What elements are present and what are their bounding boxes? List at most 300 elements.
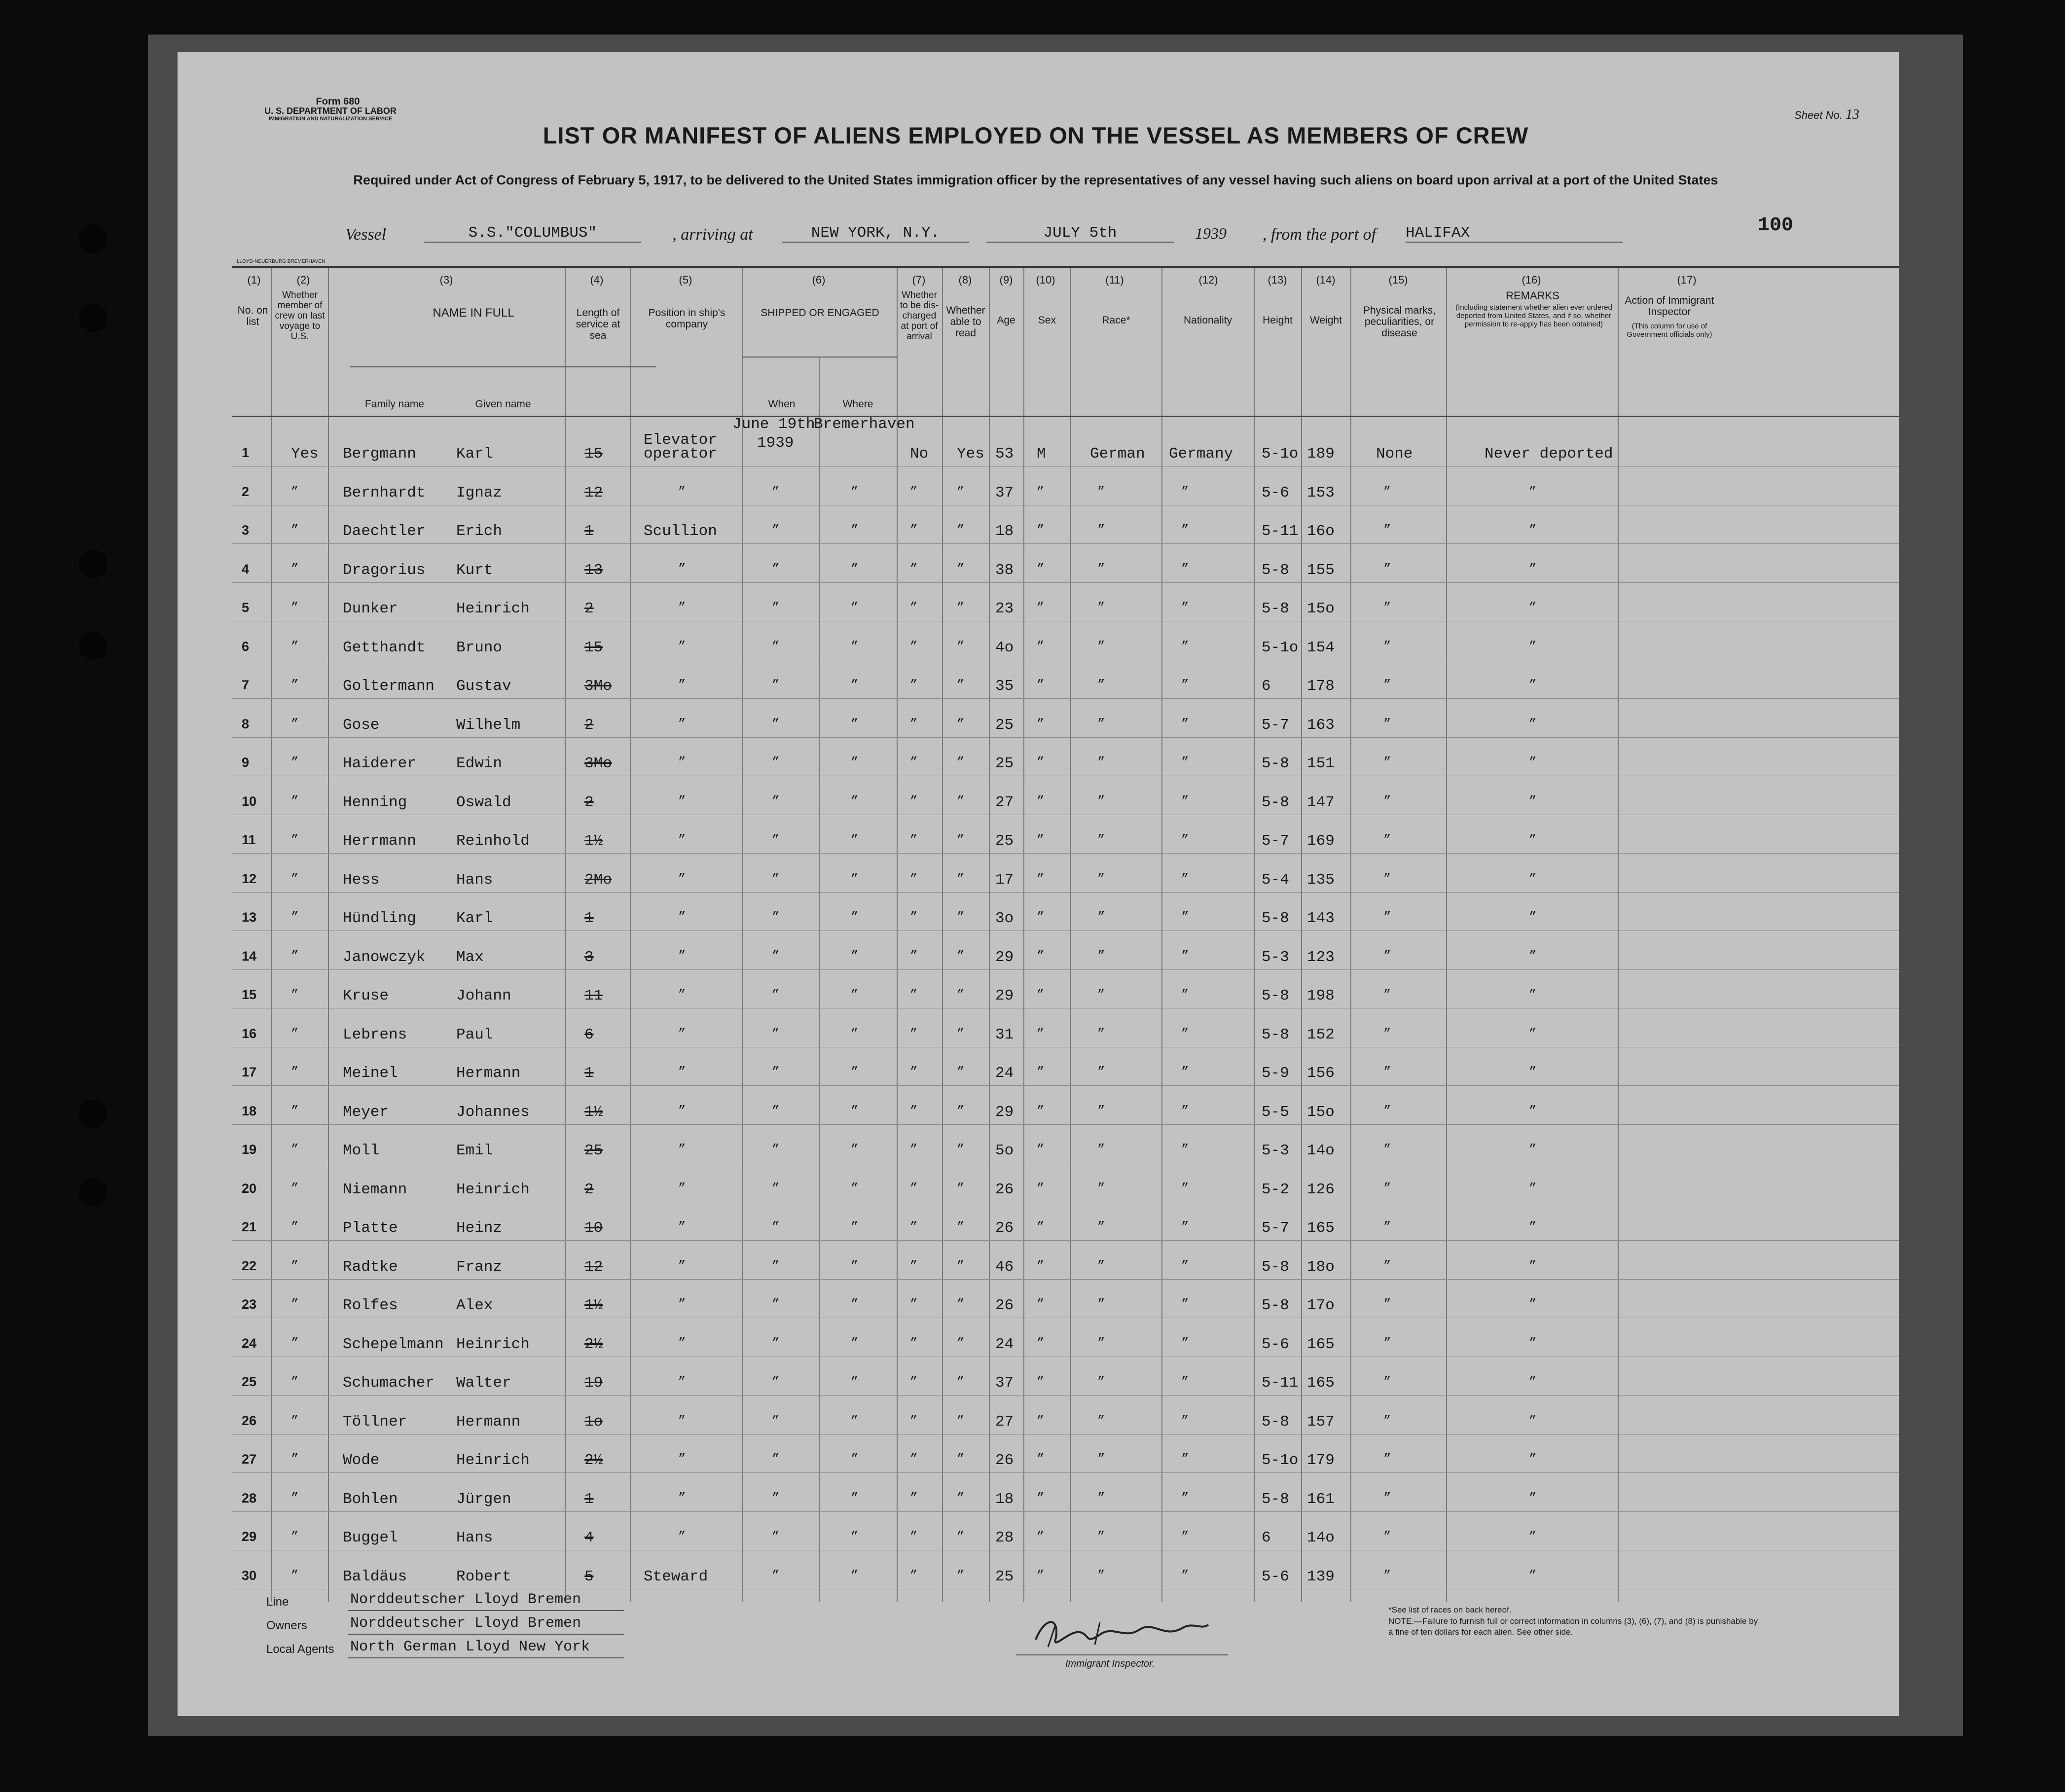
height: 5-1o bbox=[1262, 639, 1299, 656]
engaged-when: ” bbox=[772, 948, 780, 964]
height: 5-7 bbox=[1262, 1219, 1289, 1237]
position: ” bbox=[678, 1219, 686, 1234]
engaged-when: ” bbox=[772, 1258, 780, 1273]
table-row bbox=[232, 585, 1899, 624]
sex: ” bbox=[1037, 561, 1045, 576]
sex: ” bbox=[1037, 1181, 1045, 1196]
given-name: Bruno bbox=[456, 639, 503, 656]
position: ” bbox=[678, 1026, 686, 1041]
given-name: Oswald bbox=[456, 793, 511, 811]
header-no-on-list: No. on list bbox=[237, 305, 268, 327]
able-to-read: ” bbox=[957, 1413, 965, 1428]
position: ” bbox=[678, 1142, 686, 1157]
previous-voyage: ” bbox=[291, 1490, 299, 1505]
sex: ” bbox=[1037, 1065, 1045, 1079]
sex: ” bbox=[1037, 1529, 1045, 1544]
engaged-when: ” bbox=[772, 1374, 780, 1389]
engaged-where: Bremerhaven bbox=[814, 416, 915, 433]
previous-voyage: ” bbox=[291, 716, 299, 731]
discharged: ” bbox=[910, 793, 918, 809]
engaged-when: ” bbox=[772, 1219, 780, 1234]
header-where: Where bbox=[842, 398, 873, 410]
remarks: ” bbox=[1529, 1258, 1537, 1273]
row-number: 29 bbox=[242, 1529, 257, 1544]
header-name-in-full: NAME IN FULL bbox=[433, 306, 514, 320]
engaged-when: ” bbox=[772, 1413, 780, 1428]
height: 5-7 bbox=[1262, 832, 1289, 850]
family-name: Bergmann bbox=[343, 445, 416, 463]
colnum-1: (1) bbox=[247, 274, 261, 286]
row-number: 17 bbox=[242, 1065, 257, 1079]
age: 53 bbox=[995, 445, 1014, 463]
row-number: 9 bbox=[242, 755, 250, 770]
colnum-17: (17) bbox=[1677, 274, 1697, 286]
remarks: ” bbox=[1529, 716, 1537, 731]
position: ” bbox=[678, 484, 686, 499]
discharged: ” bbox=[910, 1219, 918, 1234]
physical-marks: ” bbox=[1383, 1258, 1391, 1273]
from-port: HALIFAX bbox=[1406, 224, 1623, 243]
position: ” bbox=[678, 987, 686, 1002]
arrival-port: NEW YORK, N.Y. bbox=[782, 224, 969, 243]
able-to-read: ” bbox=[957, 1258, 965, 1273]
age: 5o bbox=[995, 1142, 1014, 1159]
family-name: Schepelmann bbox=[343, 1335, 444, 1353]
service-length: 2½ bbox=[584, 1452, 603, 1469]
age: 29 bbox=[995, 987, 1014, 1004]
able-to-read: ” bbox=[957, 1219, 965, 1234]
position: ” bbox=[678, 1490, 686, 1505]
nationality: ” bbox=[1181, 1529, 1189, 1544]
department-name: U. S. DEPARTMENT OF LABOR bbox=[264, 106, 397, 116]
table-row bbox=[232, 1282, 1899, 1321]
given-name: Jürgen bbox=[456, 1490, 511, 1508]
remarks: ” bbox=[1529, 1103, 1537, 1118]
discharged: ” bbox=[910, 523, 918, 538]
engaged-when: ” bbox=[772, 1568, 780, 1583]
age: 25 bbox=[995, 716, 1014, 734]
engaged-where: ” bbox=[851, 1219, 859, 1234]
table-row bbox=[232, 469, 1899, 508]
row-number: 15 bbox=[242, 987, 257, 1002]
remarks: ” bbox=[1529, 1452, 1537, 1467]
engaged-when: ” bbox=[772, 755, 780, 770]
physical-marks: ” bbox=[1383, 1374, 1391, 1389]
engaged-where: ” bbox=[851, 871, 859, 886]
family-name: Getthandt bbox=[343, 639, 426, 656]
previous-voyage: ” bbox=[291, 1026, 299, 1041]
engaged-when: ” bbox=[772, 639, 780, 654]
family-name: Töllner bbox=[343, 1413, 407, 1431]
able-to-read: ” bbox=[957, 1026, 965, 1041]
table-row bbox=[232, 1360, 1899, 1398]
form-subtitle: Required under Act of Congress of February 5, 1917, to be delivered to the United States immigration officer by the representatives of any vessel having such aliens on board upon arrival at a port of the United States bbox=[353, 173, 1718, 187]
able-to-read: ” bbox=[957, 910, 965, 925]
age: 37 bbox=[995, 484, 1014, 502]
sex: M bbox=[1037, 445, 1046, 463]
height: 5-8 bbox=[1262, 793, 1289, 811]
position-line2: operator bbox=[644, 445, 717, 463]
table-row bbox=[232, 1050, 1899, 1088]
height: 5-5 bbox=[1262, 1103, 1289, 1121]
physical-marks: ” bbox=[1383, 1219, 1391, 1234]
colnum-16: (16) bbox=[1522, 274, 1541, 286]
colnum-8: (8) bbox=[958, 274, 972, 286]
remarks: ” bbox=[1529, 987, 1537, 1002]
family-name: Meyer bbox=[343, 1103, 389, 1121]
service-length: 2 bbox=[584, 716, 594, 734]
row-number: 13 bbox=[242, 910, 257, 925]
physical-marks: ” bbox=[1383, 1026, 1391, 1041]
table-row bbox=[232, 663, 1899, 701]
given-name: Gustav bbox=[456, 678, 511, 695]
family-name: Meinel bbox=[343, 1065, 398, 1082]
remarks: ” bbox=[1529, 832, 1537, 847]
given-name: Ignaz bbox=[456, 484, 503, 502]
height: 5-7 bbox=[1262, 716, 1289, 734]
race: ” bbox=[1097, 1490, 1105, 1505]
discharged: ” bbox=[910, 678, 918, 692]
table-row bbox=[232, 818, 1899, 856]
discharged: ” bbox=[910, 987, 918, 1002]
race: ” bbox=[1097, 1374, 1105, 1389]
previous-voyage: ” bbox=[291, 484, 299, 499]
colnum-2: (2) bbox=[296, 274, 310, 286]
family-name: Janowczyk bbox=[343, 948, 426, 966]
sex: ” bbox=[1037, 678, 1045, 692]
physical-marks: ” bbox=[1383, 987, 1391, 1002]
position: ” bbox=[678, 793, 686, 809]
discharged: ” bbox=[910, 716, 918, 731]
weight: 139 bbox=[1307, 1568, 1335, 1585]
able-to-read: ” bbox=[957, 948, 965, 964]
agents-label: Local Agents bbox=[266, 1643, 334, 1656]
nationality: ” bbox=[1181, 910, 1189, 925]
given-name: Karl bbox=[456, 910, 493, 927]
colnum-6: (6) bbox=[812, 274, 826, 286]
previous-voyage: ” bbox=[291, 1181, 299, 1196]
given-name: Heinrich bbox=[456, 1181, 530, 1198]
discharged: ” bbox=[910, 1026, 918, 1041]
engaged-where: ” bbox=[851, 987, 859, 1002]
position: ” bbox=[678, 561, 686, 576]
weight: 147 bbox=[1307, 793, 1335, 811]
position-line1: Elevator bbox=[644, 431, 717, 449]
service-length: 2 bbox=[584, 600, 594, 617]
previous-voyage: ” bbox=[291, 600, 299, 615]
colnum-12: (12) bbox=[1198, 274, 1218, 286]
binder-hole bbox=[79, 1179, 108, 1207]
discharged: No bbox=[910, 445, 929, 463]
height: 5-8 bbox=[1262, 987, 1289, 1004]
binder-hole bbox=[79, 303, 108, 332]
physical-marks: ” bbox=[1383, 1297, 1391, 1312]
service-length: 2½ bbox=[584, 1335, 603, 1353]
height: 5-8 bbox=[1262, 1258, 1289, 1276]
service-length: 1 bbox=[584, 1065, 594, 1082]
row-number: 25 bbox=[242, 1374, 257, 1389]
able-to-read: ” bbox=[957, 832, 965, 847]
remarks: ” bbox=[1529, 1413, 1537, 1428]
sex: ” bbox=[1037, 1452, 1045, 1467]
position: ” bbox=[678, 1258, 686, 1273]
given-name: Heinrich bbox=[456, 1452, 530, 1469]
weight: 17o bbox=[1307, 1297, 1335, 1314]
age: 27 bbox=[995, 1413, 1014, 1431]
age: 25 bbox=[995, 755, 1014, 772]
sheet-number-value: 13 bbox=[1846, 107, 1859, 122]
table-row bbox=[232, 416, 1899, 469]
family-name: Daechtler bbox=[343, 523, 426, 540]
row-number: 22 bbox=[242, 1258, 257, 1273]
height: 5-6 bbox=[1262, 484, 1289, 502]
position: ” bbox=[678, 1374, 686, 1389]
physical-marks: ” bbox=[1383, 639, 1391, 654]
given-name: Edwin bbox=[456, 755, 503, 772]
physical-marks: ” bbox=[1383, 1181, 1391, 1196]
service-length: 12 bbox=[584, 484, 603, 502]
given-name: Karl bbox=[456, 445, 493, 463]
able-to-read: ” bbox=[957, 484, 965, 499]
row-number: 11 bbox=[242, 832, 256, 847]
header-previous-voyage: Whether member of crew on last voyage to U.S. bbox=[275, 290, 325, 342]
sex: ” bbox=[1037, 987, 1045, 1002]
owners-value: Norddeutscher Lloyd Bremen bbox=[350, 1615, 581, 1632]
given-name: Franz bbox=[456, 1258, 503, 1276]
service-length: 12 bbox=[584, 1258, 603, 1276]
able-to-read: ” bbox=[957, 1297, 965, 1312]
able-to-read: Yes bbox=[957, 445, 984, 463]
row-number: 28 bbox=[242, 1490, 257, 1505]
service-length: 1½ bbox=[584, 1297, 603, 1314]
nationality: ” bbox=[1181, 1142, 1189, 1157]
age: 26 bbox=[995, 1181, 1014, 1198]
race: ” bbox=[1097, 1103, 1105, 1118]
race: ” bbox=[1097, 1297, 1105, 1312]
age: 25 bbox=[995, 1568, 1014, 1585]
height: 5-8 bbox=[1262, 1490, 1289, 1508]
engaged-when: ” bbox=[772, 523, 780, 538]
able-to-read: ” bbox=[957, 755, 965, 770]
race: ” bbox=[1097, 987, 1105, 1002]
header-remarks-note: (Including statement whether alien ever ordered deported from United States, and if so, whether permission to re-apply has been obtained) bbox=[1455, 303, 1612, 328]
discharged: ” bbox=[910, 1181, 918, 1196]
nationality: ” bbox=[1181, 1181, 1189, 1196]
sex: ” bbox=[1037, 755, 1045, 770]
given-name: Kurt bbox=[456, 561, 493, 579]
service-length: 2Mo bbox=[584, 871, 612, 889]
remarks: ” bbox=[1529, 871, 1537, 886]
vessel-label: Vessel bbox=[345, 225, 387, 244]
remarks: ” bbox=[1529, 678, 1537, 692]
engaged-where: ” bbox=[851, 1065, 859, 1079]
race: ” bbox=[1097, 871, 1105, 886]
family-name: Platte bbox=[343, 1219, 398, 1237]
able-to-read: ” bbox=[957, 1452, 965, 1467]
binder-hole bbox=[79, 1100, 108, 1128]
table-row bbox=[232, 1321, 1899, 1360]
previous-voyage: ” bbox=[291, 948, 299, 964]
discharged: ” bbox=[910, 832, 918, 847]
printer-note: LLOYD-NEUERBURG BREMERHAVEN bbox=[237, 259, 326, 264]
header-when: When bbox=[768, 398, 796, 410]
height: 5-3 bbox=[1262, 1142, 1289, 1159]
table-row bbox=[232, 934, 1899, 972]
engaged-where: ” bbox=[851, 523, 859, 538]
line-value: Norddeutscher Lloyd Bremen bbox=[350, 1591, 581, 1608]
previous-voyage: ” bbox=[291, 639, 299, 654]
able-to-read: ” bbox=[957, 639, 965, 654]
previous-voyage: ” bbox=[291, 1452, 299, 1467]
engaged-where: ” bbox=[851, 1026, 859, 1041]
height: 5-9 bbox=[1262, 1065, 1289, 1082]
engaged-when: ” bbox=[772, 678, 780, 692]
table-row bbox=[232, 1514, 1899, 1553]
age: 37 bbox=[995, 1374, 1014, 1392]
given-name: Paul bbox=[456, 1026, 493, 1043]
sex: ” bbox=[1037, 1335, 1045, 1351]
header-family-name: Family name bbox=[364, 398, 425, 410]
previous-voyage: ” bbox=[291, 1568, 299, 1583]
height: 5-8 bbox=[1262, 600, 1289, 617]
physical-marks: ” bbox=[1383, 948, 1391, 964]
header-action-note: (This column for use of Government officials only) bbox=[1627, 322, 1712, 339]
position: ” bbox=[678, 1181, 686, 1196]
table-row bbox=[232, 779, 1899, 818]
height: 5-11 bbox=[1262, 523, 1299, 540]
previous-voyage: ” bbox=[291, 1335, 299, 1351]
table-row bbox=[232, 702, 1899, 740]
engaged-where: ” bbox=[851, 1413, 859, 1428]
given-name: Hermann bbox=[456, 1413, 521, 1431]
height: 5-4 bbox=[1262, 871, 1289, 889]
inspector-signature bbox=[1026, 1610, 1213, 1654]
header-age: Age bbox=[997, 315, 1015, 326]
physical-marks: ” bbox=[1383, 1529, 1391, 1544]
discharged: ” bbox=[910, 1103, 918, 1118]
physical-marks: ” bbox=[1383, 678, 1391, 692]
family-name: Bohlen bbox=[343, 1490, 398, 1508]
nationality: ” bbox=[1181, 716, 1189, 731]
weight: 18o bbox=[1307, 1258, 1335, 1276]
height: 6 bbox=[1262, 1529, 1271, 1546]
position: ” bbox=[678, 1335, 686, 1351]
able-to-read: ” bbox=[957, 793, 965, 809]
table-row bbox=[232, 1089, 1899, 1127]
previous-voyage: ” bbox=[291, 755, 299, 770]
weight: 14o bbox=[1307, 1529, 1335, 1546]
family-name: Rolfes bbox=[343, 1297, 398, 1314]
position: ” bbox=[678, 1529, 686, 1544]
table-row bbox=[232, 1437, 1899, 1475]
row-number: 12 bbox=[242, 871, 257, 886]
weight: 155 bbox=[1307, 561, 1335, 579]
colnum-4: (4) bbox=[590, 274, 604, 286]
binder-hole bbox=[79, 550, 108, 578]
engaged-when: ” bbox=[772, 484, 780, 499]
physical-marks: ” bbox=[1383, 1452, 1391, 1467]
nationality: ” bbox=[1181, 600, 1189, 615]
able-to-read: ” bbox=[957, 716, 965, 731]
engaged-where: ” bbox=[851, 1181, 859, 1196]
able-to-read: ” bbox=[957, 600, 965, 615]
race: ” bbox=[1097, 1413, 1105, 1428]
position: ” bbox=[678, 678, 686, 692]
able-to-read: ” bbox=[957, 1529, 965, 1544]
header-nationality: Nationality bbox=[1183, 315, 1232, 326]
colnum-15: (15) bbox=[1388, 274, 1408, 286]
table-row bbox=[232, 857, 1899, 895]
weight: 165 bbox=[1307, 1374, 1335, 1392]
sex: ” bbox=[1037, 1142, 1045, 1157]
physical-marks: None bbox=[1376, 445, 1413, 463]
nationality: ” bbox=[1181, 1490, 1189, 1505]
given-name: Alex bbox=[456, 1297, 493, 1314]
weight: 156 bbox=[1307, 1065, 1335, 1082]
weight: 16o bbox=[1307, 523, 1335, 540]
row-number: 3 bbox=[242, 523, 250, 538]
engaged-when: ” bbox=[772, 910, 780, 925]
previous-voyage: ” bbox=[291, 1297, 299, 1312]
race: ” bbox=[1097, 910, 1105, 925]
sex: ” bbox=[1037, 1568, 1045, 1583]
position: ” bbox=[678, 1297, 686, 1312]
engaged-where: ” bbox=[851, 793, 859, 809]
previous-voyage: ” bbox=[291, 987, 299, 1002]
race: ” bbox=[1097, 561, 1105, 576]
discharged: ” bbox=[910, 1529, 918, 1544]
sex: ” bbox=[1037, 1374, 1045, 1389]
service-length: 1 bbox=[584, 1490, 594, 1508]
able-to-read: ” bbox=[957, 1374, 965, 1389]
given-name: Heinrich bbox=[456, 600, 530, 617]
form-number: Form 680 bbox=[316, 96, 360, 107]
service-length: 2 bbox=[584, 793, 594, 811]
height: 5-8 bbox=[1262, 561, 1289, 579]
service-length: 2 bbox=[584, 1181, 594, 1198]
able-to-read: ” bbox=[957, 871, 965, 886]
service-length: 1½ bbox=[584, 1103, 603, 1121]
race: ” bbox=[1097, 1452, 1105, 1467]
given-name: Max bbox=[456, 948, 484, 966]
engaged-where: ” bbox=[851, 832, 859, 847]
age: 29 bbox=[995, 948, 1014, 966]
row-number: 2 bbox=[242, 484, 250, 499]
race: ” bbox=[1097, 1142, 1105, 1157]
service-length: 13 bbox=[584, 561, 603, 579]
discharged: ” bbox=[910, 1142, 918, 1157]
inspector-label: Immigrant Inspector. bbox=[1065, 1658, 1155, 1669]
physical-marks: ” bbox=[1383, 832, 1391, 847]
discharged: ” bbox=[910, 1258, 918, 1273]
engaged-where: ” bbox=[851, 1452, 859, 1467]
engaged-where: ” bbox=[851, 1335, 859, 1351]
race: ” bbox=[1097, 1529, 1105, 1544]
crew-table bbox=[232, 266, 1899, 1602]
service-length: 19 bbox=[584, 1374, 603, 1392]
previous-voyage: ” bbox=[291, 523, 299, 538]
discharged: ” bbox=[910, 871, 918, 886]
table-row bbox=[232, 624, 1899, 663]
remarks: ” bbox=[1529, 1297, 1537, 1312]
weight: 169 bbox=[1307, 832, 1335, 850]
age: 26 bbox=[995, 1297, 1014, 1314]
previous-voyage: ” bbox=[291, 1413, 299, 1428]
sex: ” bbox=[1037, 600, 1045, 615]
engaged-when-year: 1939 bbox=[757, 434, 794, 452]
weight: 178 bbox=[1307, 678, 1335, 695]
header-physical: Physical marks, peculiarities, or disease bbox=[1363, 305, 1436, 339]
